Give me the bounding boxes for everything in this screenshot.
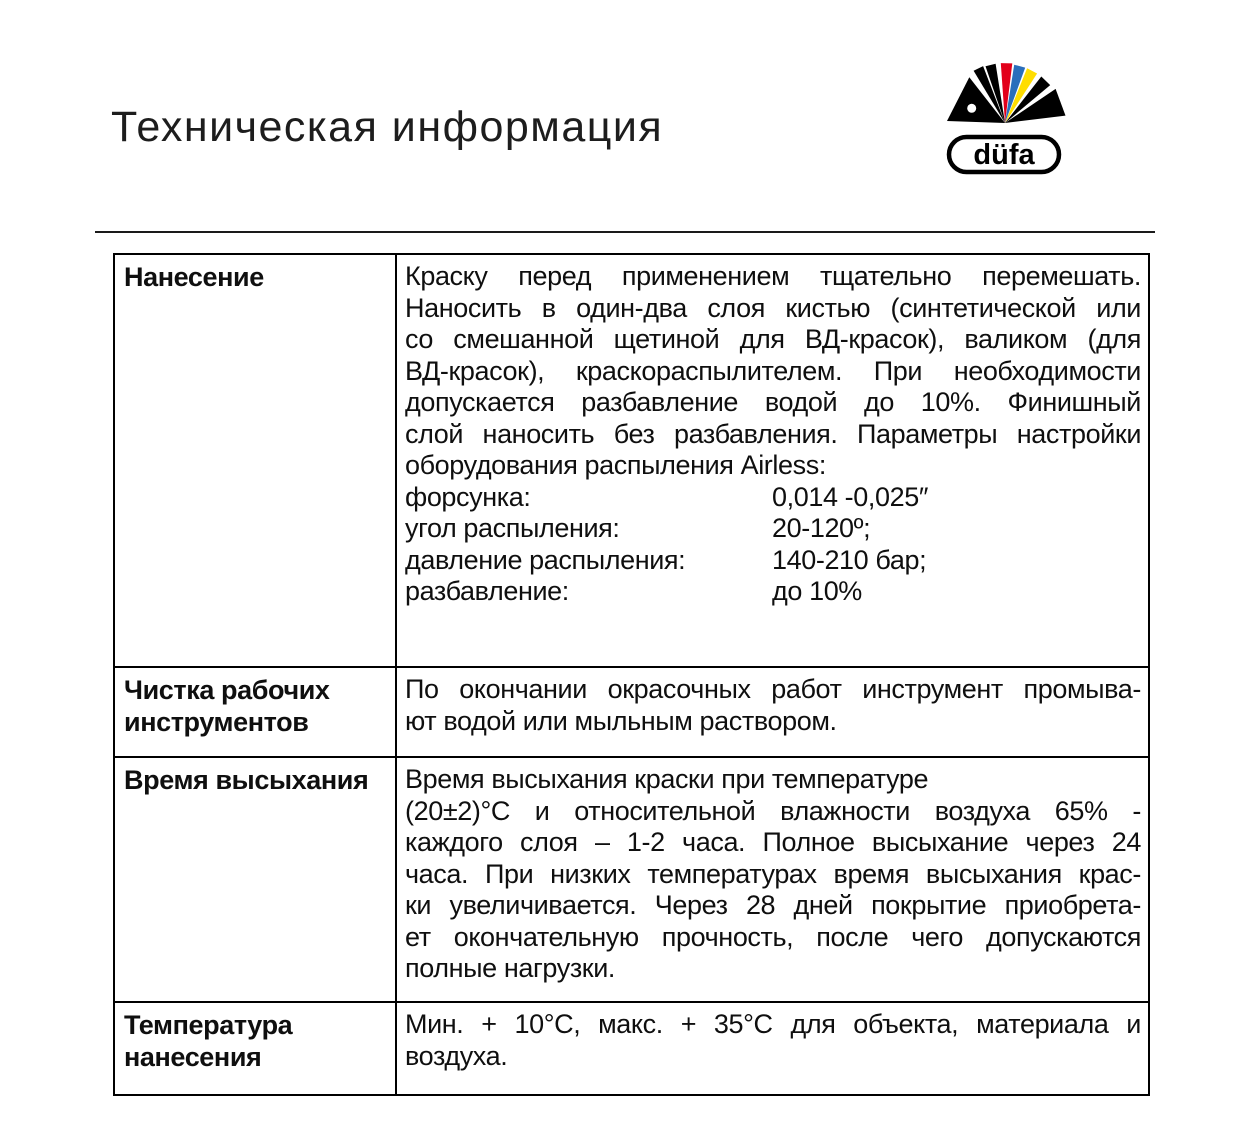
text-line: Наносить в один-два слоя кистью (синтетической или bbox=[405, 292, 1141, 323]
row-label-application bbox=[115, 255, 397, 668]
param-label: разбавление: bbox=[405, 576, 569, 606]
param-label: угол распыления: bbox=[405, 513, 620, 543]
text-line: слой наносить без разбавления. Параметры настройки bbox=[405, 418, 1141, 449]
param-value: 0,014 -0,025″ bbox=[772, 481, 928, 512]
row-label-application-temperature bbox=[115, 1003, 397, 1094]
text-line: Время высыхания краски при температуре bbox=[405, 764, 929, 794]
row-label-text: Температура bbox=[124, 1010, 293, 1040]
text-line: ки увеличивается. Через 28 дней покрытие приобрета- bbox=[405, 890, 1141, 920]
row-label-tool-cleaning bbox=[115, 668, 397, 758]
text-line: По окончании окрасочных работ инструмент промыва- bbox=[405, 674, 1141, 704]
text-line: ют водой или мыльным раствором. bbox=[405, 705, 837, 736]
text-line: допускается разбавление водой до 10%. Финишный bbox=[405, 387, 1141, 417]
text-line: воздуха. bbox=[405, 1040, 508, 1071]
page-title: Техническая информация bbox=[111, 103, 664, 151]
param-value: 20-120º; bbox=[772, 513, 871, 543]
param-row bbox=[405, 482, 1141, 514]
row-body-tool-cleaning bbox=[397, 668, 1148, 758]
tech-info-table bbox=[113, 253, 1150, 1096]
text-line: каждого слоя – 1-2 часа. Полное высыхание через 24 bbox=[405, 827, 1141, 857]
param-row bbox=[405, 513, 1141, 545]
param-row bbox=[405, 545, 1141, 577]
dufa-logo bbox=[940, 50, 1070, 175]
color-fan-icon bbox=[940, 50, 1070, 175]
logo-brand-text: düfa bbox=[973, 139, 1035, 171]
param-value: до 10% bbox=[772, 576, 862, 606]
text-line: полные нагрузки. bbox=[405, 953, 615, 983]
row-label-text: Нанесение bbox=[124, 262, 264, 292]
row-label-text: нанесения bbox=[124, 1041, 262, 1072]
param-label: форсунка: bbox=[405, 481, 531, 512]
row-body-application bbox=[397, 255, 1148, 668]
header-divider bbox=[95, 231, 1155, 233]
text-line: (20±2)°С и относительной влажности воздуха 65% - bbox=[405, 795, 1141, 826]
row-body-drying-time bbox=[397, 758, 1148, 1003]
param-label: давление распыления: bbox=[405, 544, 686, 575]
row-label-drying-time bbox=[115, 758, 397, 1003]
row-label-text: Время высыхания bbox=[124, 765, 369, 795]
text-line: Краску перед применением тщательно перемешать. bbox=[405, 261, 1141, 291]
text-line: ВД-красок), краскораспылителем. При необходимости bbox=[405, 355, 1141, 386]
text-line: часа. При низких температурах время высыхания крас- bbox=[405, 858, 1141, 889]
text-line: Мин. + 10°С, макс. + 35°С для объекта, материала и bbox=[405, 1009, 1141, 1039]
text-line: оборудования распыления Airless: bbox=[405, 450, 826, 480]
text-line: ет окончательную прочность, после чего допускаются bbox=[405, 921, 1141, 952]
param-value: 140-210 бар; bbox=[772, 544, 927, 575]
param-row bbox=[405, 576, 1141, 608]
row-label-text: инструментов bbox=[124, 706, 309, 737]
row-body-application-temperature bbox=[397, 1003, 1148, 1094]
row-label-text: Чистка рабочих bbox=[124, 675, 330, 705]
text-line: со смешанной щетиной для ВД-красок), валиком (для bbox=[405, 324, 1141, 354]
